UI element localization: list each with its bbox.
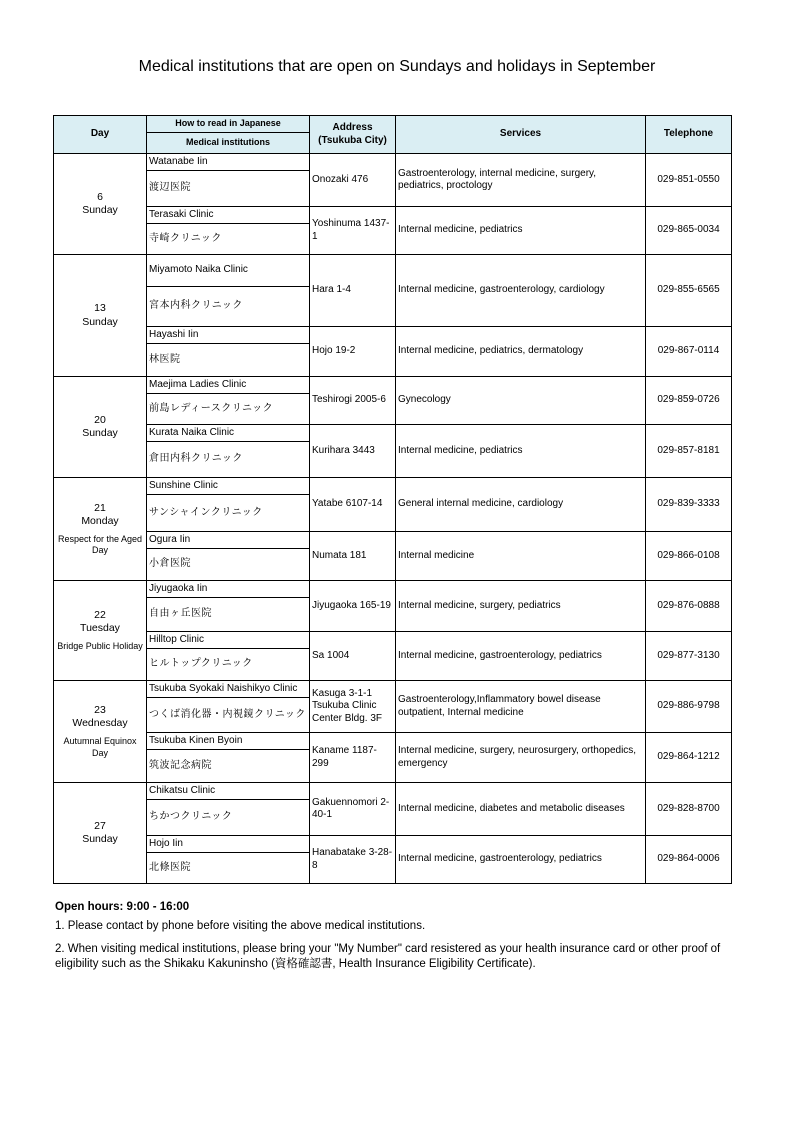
- header-services: Services: [396, 116, 646, 154]
- header-day: Day: [54, 116, 147, 154]
- institution-services: Gynecology: [396, 377, 646, 425]
- institution-name-jp: 宮本内科クリニック: [147, 287, 310, 327]
- institution-address: Gakuennomori 2-40-1: [310, 783, 396, 836]
- notes: [55, 900, 745, 980]
- day-number: 23: [94, 704, 106, 717]
- institution-telephone: 029-865-0034: [646, 207, 732, 255]
- institution-name-en: Hojo Iin: [147, 836, 310, 853]
- institution-telephone: 029-886-9798: [646, 681, 732, 733]
- note-1: 1. Please contact by phone before visiting the above medical institutions.: [55, 919, 426, 932]
- institution-name-jp: 北條医院: [147, 853, 310, 884]
- table-row: [54, 733, 732, 750]
- table-row: [54, 478, 732, 495]
- header-how-to-read: How to read in Japanese: [147, 116, 310, 133]
- institution-telephone: 029-876-0888: [646, 581, 732, 632]
- institution-telephone: 029-864-0006: [646, 836, 732, 884]
- institution-services: Internal medicine, pediatrics, dermatology: [396, 327, 646, 377]
- institution-name-en: Jiyugaoka Iin: [147, 581, 310, 598]
- institution-address: Yatabe 6107-14: [310, 478, 396, 532]
- institution-name-en: Sunshine Clinic: [147, 478, 310, 495]
- institution-address: Hanabatake 3-28-8: [310, 836, 396, 884]
- institution-name-jp: 倉田内科クリニック: [147, 442, 310, 478]
- institution-name-en: Hayashi Iin: [147, 327, 310, 344]
- institution-services: Gastroenterology, internal medicine, surgery, pediatrics, proctology: [396, 154, 646, 207]
- day-cell: [54, 681, 147, 783]
- institution-address: Onozaki 476: [310, 154, 396, 207]
- table-row: [54, 377, 732, 394]
- institution-name-en: Miyamoto Naika Clinic: [147, 255, 310, 287]
- institution-name-jp: 筑波記念病院: [147, 750, 310, 783]
- header-address-line1: Address: [332, 122, 373, 133]
- table-row: [54, 836, 732, 853]
- institution-services: Internal medicine, gastroenterology, cardiology: [396, 255, 646, 327]
- institution-telephone: 029-855-6565: [646, 255, 732, 327]
- day-cell: [54, 581, 147, 681]
- note-2: 2. When visiting medical institutions, please bring your "My Number" card resistered as your health insurance card or other proof of eligibility such as the Shikaku Kakuninsho (資格確認書, Health Insurance Eligibility Certificate).: [55, 942, 721, 970]
- table-row: [54, 783, 732, 800]
- institution-address: Sa 1004: [310, 632, 396, 681]
- table-row: [54, 581, 732, 598]
- institution-services: Internal medicine, pediatrics: [396, 207, 646, 255]
- day-name: Sunday: [82, 833, 118, 845]
- institution-services: Internal medicine, diabetes and metabolic diseases: [396, 783, 646, 836]
- day-number: 22: [94, 608, 106, 621]
- header-institutions: Medical institutions: [147, 133, 310, 154]
- institution-name-jp: 前島レディースクリニック: [147, 394, 310, 425]
- day-number: 27: [94, 819, 106, 832]
- institution-name-en: Maejima Ladies Clinic: [147, 377, 310, 394]
- institution-services: Internal medicine: [396, 532, 646, 581]
- institution-services: Internal medicine, surgery, neurosurgery, orthopedics, emergency: [396, 733, 646, 783]
- day-number: 6: [97, 190, 103, 203]
- institution-name-jp: 林医院: [147, 344, 310, 377]
- institution-address: Teshirogi 2005-6: [310, 377, 396, 425]
- institution-address: Jiyugaoka 165-19: [310, 581, 396, 632]
- institution-services: Internal medicine, gastroenterology, pediatrics: [396, 632, 646, 681]
- institution-name-en: Hilltop Clinic: [147, 632, 310, 649]
- day-name: Tuesday: [80, 621, 120, 634]
- header-address-line2: (Tsukuba City): [318, 134, 387, 146]
- institution-telephone: 029-867-0114: [646, 327, 732, 377]
- institution-address: Kasuga 3-1-1 Tsukuba Clinic Center Bldg. 3F: [310, 681, 396, 733]
- institution-name-jp: サンシャインクリニック: [147, 495, 310, 532]
- table-row: [54, 425, 732, 442]
- table-row: [54, 154, 732, 171]
- institution-services: Internal medicine, pediatrics: [396, 425, 646, 478]
- institution-address: Kaname 1187-299: [310, 733, 396, 783]
- institution-telephone: 029-866-0108: [646, 532, 732, 581]
- institution-name-en: Tsukuba Kinen Byoin: [147, 733, 310, 750]
- institution-name-jp: 小倉医院: [147, 549, 310, 581]
- day-name: Monday: [81, 514, 119, 527]
- institutions-table: [53, 115, 732, 884]
- institution-telephone: 029-877-3130: [646, 632, 732, 681]
- day-name: Sunday: [82, 315, 118, 328]
- holiday-name: Bridge Public Holiday: [57, 641, 143, 651]
- institution-services: Internal medicine, surgery, pediatrics: [396, 581, 646, 632]
- day-cell: [54, 154, 147, 255]
- institution-services: Internal medicine, gastroenterology, pediatrics: [396, 836, 646, 884]
- institution-services: General internal medicine, cardiology: [396, 478, 646, 532]
- institution-name-en: Terasaki Clinic: [147, 207, 310, 224]
- open-hours: Open hours: 9:00 - 16:00: [55, 901, 190, 913]
- institution-name-en: Ogura Iin: [147, 532, 310, 549]
- holiday-name: Respect for the Aged Day: [57, 533, 143, 556]
- day-cell: [54, 377, 147, 478]
- institution-telephone: 029-828-8700: [646, 783, 732, 836]
- day-name: Sunday: [82, 427, 118, 439]
- institution-telephone: 029-851-0550: [646, 154, 732, 207]
- day-cell: [54, 255, 147, 377]
- institution-name-jp: ちかつクリニック: [147, 800, 310, 836]
- institution-telephone: 029-859-0726: [646, 377, 732, 425]
- institution-telephone: 029-839-3333: [646, 478, 732, 532]
- institution-name-jp: 渡辺医院: [147, 171, 310, 207]
- institution-address: Numata 181: [310, 532, 396, 581]
- table-row: [54, 207, 732, 224]
- table-row: [54, 327, 732, 344]
- institution-name-en: Watanabe Iin: [147, 154, 310, 171]
- institution-address: Hara 1-4: [310, 255, 396, 327]
- day-name: Wednesday: [72, 717, 128, 730]
- institution-telephone: 029-857-8181: [646, 425, 732, 478]
- institution-name-jp: 自由ヶ丘医院: [147, 598, 310, 632]
- header-address: [310, 116, 396, 154]
- day-cell: [54, 783, 147, 884]
- header-telephone: Telephone: [646, 116, 732, 154]
- institution-name-jp: ヒルトップクリニック: [147, 649, 310, 681]
- day-name: Sunday: [82, 204, 118, 216]
- institution-address: Hojo 19-2: [310, 327, 396, 377]
- institution-name-en: Kurata Naika Clinic: [147, 425, 310, 442]
- institution-name-jp: 寺崎クリニック: [147, 224, 310, 255]
- table-body: [54, 154, 732, 884]
- page-title: Medical institutions that are open on Sundays and holidays in September: [138, 58, 656, 75]
- institution-address: Yoshinuma 1437-1: [310, 207, 396, 255]
- institution-services: Gastroenterology,Inflammatory bowel disease outpatient, Internal medicine: [396, 681, 646, 733]
- institution-name-en: Tsukuba Syokaki Naishikyo Clinic: [147, 681, 310, 698]
- institution-telephone: 029-864-1212: [646, 733, 732, 783]
- institution-name-jp: つくば消化器・内視鏡クリニック: [147, 698, 310, 733]
- table-row: [54, 255, 732, 287]
- day-number: 20: [94, 413, 106, 426]
- institution-address: Kurihara 3443: [310, 425, 396, 478]
- day-cell: [54, 478, 147, 581]
- holiday-name: Autumnal Equinox Day: [63, 736, 137, 758]
- day-number: 13: [94, 302, 106, 315]
- day-number: 21: [94, 501, 106, 514]
- table-row: [54, 681, 732, 698]
- table-row: [54, 632, 732, 649]
- institution-name-en: Chikatsu Clinic: [147, 783, 310, 800]
- table-row: [54, 532, 732, 549]
